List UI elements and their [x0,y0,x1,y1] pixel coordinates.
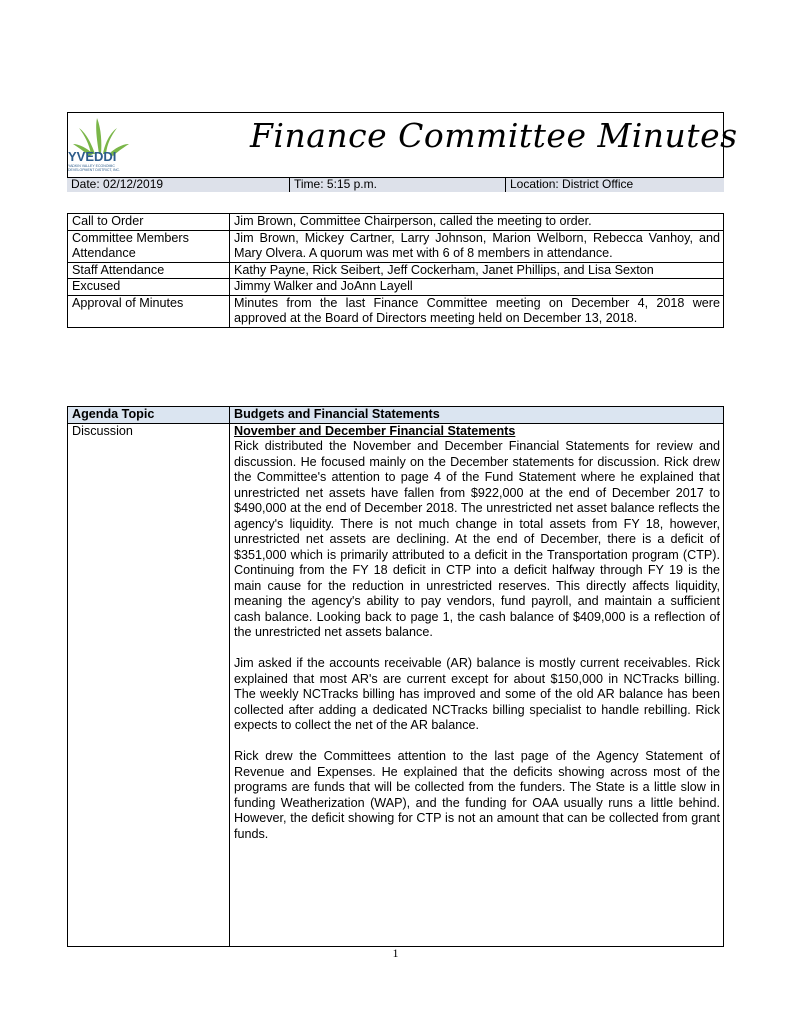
discussion-label: Discussion [68,423,230,946]
row-text: Jim Brown, Mickey Cartner, Larry Johnson, Marion Welborn, Rebecca Vanhoy, and Mary Olvera. A quorum was met with 6 of 8 members in attendance. [230,230,724,262]
row-label: Approval of Minutes [68,295,230,327]
table-row [68,295,724,327]
page-number: 1 [392,946,399,960]
logo-subtext: YADKIN VALLEY ECONOMIC DEVELOPMENT DISTRICT, INC. [68,164,121,172]
agenda-topic-value: Budgets and Financial Statements [230,407,724,424]
row-label: Staff Attendance [68,262,230,279]
row-text: Jim Brown, Committee Chairperson, called the meeting to order. [230,214,724,231]
table-row [68,230,724,262]
table-row [68,262,724,279]
meeting-location: Location: District Office [510,177,634,191]
row-label: Call to Order [68,214,230,231]
attendance-table [67,213,724,328]
discussion-paragraph: Jim asked if the accounts receivable (AR) balance is mostly current receivables. Rick explained that most AR's are current except for about $150,000 in NCTracks billing. The weekly NCTracks billing has improved and some of the old AR balance has been collected after adding a dedicated NCTracks billing specialist to handle rebilling. Rick expects to collect the net of the AR balance. [234,656,720,732]
discussion-body [230,423,724,946]
row-text: Minutes from the last Finance Committee meeting on December 4, 2018 were approved at the Board of Directors meeting held on December 13, 2018. [230,295,724,327]
meeting-time: Time: 5:15 p.m. [290,178,506,192]
table-row [68,423,724,946]
logo-text: YVEDDI [68,149,117,164]
meeting-date: Date: 02/12/2019 [67,178,290,192]
row-text: Jimmy Walker and JoAnn Layell [230,279,724,296]
row-label: Excused [68,279,230,296]
row-label: Committee Members Attendance [68,230,230,262]
document-title: Finance Committee Minutes [250,116,738,155]
agenda-table [67,406,724,947]
meeting-info-row [67,177,724,192]
row-text: Kathy Payne, Rick Seibert, Jeff Cockerham, Janet Phillips, and Lisa Sexton [230,262,724,279]
discussion-paragraph: Rick distributed the November and December Financial Statements for review and discussion. He focused mainly on the December statements for discussion. Rick drew the Committee's attention to page 4 of the Fund Statement where he explained that unrestricted net assets have fallen from $922,000 at the end of December 2017 to $490,000 at the end of December 2018. The unrestricted net asset balance reflects the agency's liquidity. There is not much change in total assets from FY 18, however, unrestricted net assets are declining. At the end of December, there is a deficit of $351,000 which is primarily attributed to a deficit in the Transportation program (CTP). Continuing from the FY 18 deficit in CTP into a deficit halfway through FY 19 is the main cause for the reduction in unrestricted reserves. This directly affects liquidity, meaning the agency's ability to pay vendors, fund payroll, and maintain a sufficient cash balance. Looking back to page 1, the cash balance of $409,000 is a reflection of the unrestricted net assets balance. [234,439,720,639]
agenda-header-row [68,407,724,424]
agenda-topic-label: Agenda Topic [68,407,230,424]
table-row [68,214,724,231]
discussion-subheading: November and December Financial Statements [234,423,516,438]
table-row [68,279,724,296]
discussion-paragraph: Rick drew the Committees attention to the last page of the Agency Statement of Revenue and Expenses. He explained that the deficits showing across most of the programs are funds that will be collected from the funders. The State is a little slow in funding Weatherization (WAP), and the funding for OAA usually runs a little behind. However, the deficit showing for CTP is not an amount that can be collected from grant funds. [234,749,720,841]
